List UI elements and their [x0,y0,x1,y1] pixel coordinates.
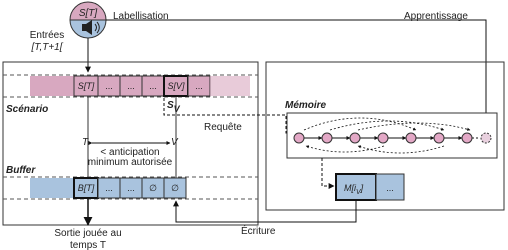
memoire-title: Mémoire [285,100,327,111]
apprentissage-label: Apprentissage [404,11,468,22]
marker-v: V [171,137,178,148]
buffer-title: Buffer [6,165,36,176]
buffer-cell-1-label: ... [105,183,113,193]
scenario-cell-3-label: ... [149,81,157,91]
buffer-cells [74,178,186,198]
scenario-cells [74,76,210,96]
scenario-cell-5-label: ... [195,81,203,91]
scenario-title: Scénario [6,104,49,115]
scenario-cell-0-label: S[T] [77,81,95,91]
anticipation-label-1: < anticipation [100,147,160,158]
marker-t: T [82,137,89,148]
scenario-cell-4-label: S[V] [167,81,185,91]
sv-label: SV [167,100,180,114]
requete-label: Requête [204,122,242,133]
state-node-0 [294,133,304,143]
buffer-cell-2-label: ... [127,183,135,193]
state-node-1 [322,133,332,143]
memoire-cell-0 [336,174,376,200]
buffer-cell-0-label: B[T] [77,183,95,193]
scenario-cell-2-label: ... [127,81,135,91]
labellisation-label: Labellisation [113,11,169,22]
state-node-4 [406,133,416,143]
scenario-cell-1-label: ... [105,81,113,91]
state-node-6 [462,133,472,143]
state-node-5 [434,133,444,143]
state-node-3 [378,133,388,143]
entries-label: Entrées [29,30,65,41]
buffer-cell-4-label: ∅ [171,183,179,193]
buffer-cell-3-label: ∅ [149,183,157,193]
output-label-2: temps T [70,240,106,250]
anticipation-label-2: minimum autorisée [87,157,173,168]
entries-range-label: [T,T+1[ [31,42,63,53]
memoire-cell-1-label: ... [386,183,394,193]
memoire-cell-0-label: $M[i_V]$ [344,183,364,196]
state-node-new [481,133,491,143]
input-node [70,2,106,38]
output-label-1: Sortie jouée au [54,228,122,239]
input-symbol-label: S[T] [78,8,98,19]
memoire-lookup-arrow [322,158,334,186]
state-node-2 [350,133,360,143]
ecriture-label: Écriture [241,226,276,237]
